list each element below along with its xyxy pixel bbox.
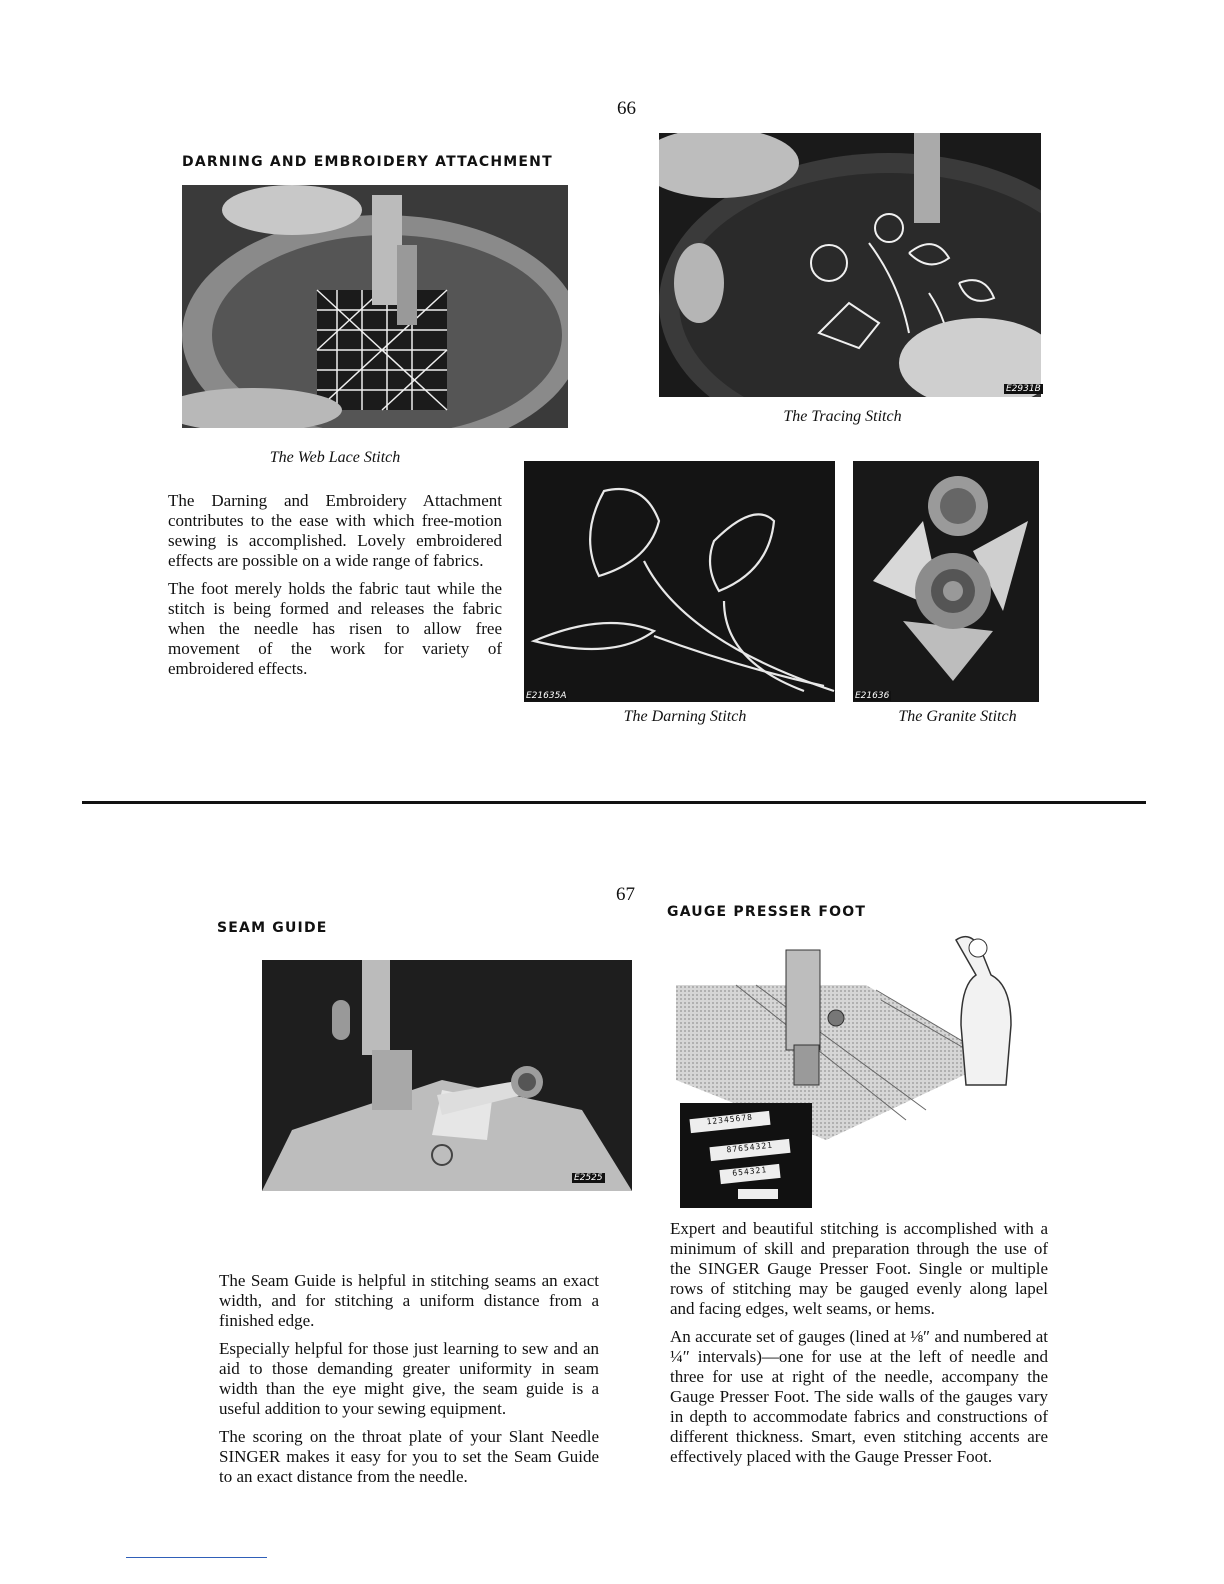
seam-guide-paragraph-3: The scoring on the throat plate of your Slant Needle SINGER makes it easy for you to set the Seam Guide to an exact distance from the needle. xyxy=(219,1427,599,1486)
web-lace-stitch-photo xyxy=(182,185,568,428)
gauge-presser-foot-text xyxy=(670,1219,1048,1475)
gauge-right-1: 87654321 xyxy=(709,1139,790,1161)
gauge-presser-foot-illustration xyxy=(676,930,1051,1210)
seam-guide-heading: SEAM GUIDE xyxy=(217,920,328,936)
darning-attachment-text xyxy=(168,491,502,687)
darning-paragraph-1: The Darning and Embroidery Attachment contributes to the ease with which free-motion sewing is accomplished. Lovely embroidered effects are possible on a wide range of fabrics. xyxy=(168,491,502,570)
darning-stitch-caption: The Darning Stitch xyxy=(623,708,747,725)
gauge-paragraph-1: Expert and beautiful stitching is accomplished with a minimum of skill and preparation through the use of the SINGER Gauge Presser Foot. Single or multiple rows of stitching may be gauged evenly along lapel and facing edges, welt seams, or hems. xyxy=(670,1219,1048,1318)
page-number-66: 66 xyxy=(617,98,636,119)
darning-stitch-photo xyxy=(524,461,835,702)
gauge-set-inset xyxy=(680,1103,812,1208)
gauge-presser-foot-heading: GAUGE PRESSER FOOT xyxy=(667,904,867,920)
seam-guide-code: E2525 xyxy=(574,1173,603,1183)
granite-stitch-photo xyxy=(853,461,1039,702)
seam-guide-paragraph-2: Especially helpful for those just learning to sew and an aid to those demanding greater uniformity in seam width than the eye might give, the seam guide is a useful addition to your sewing equipment. xyxy=(219,1339,599,1418)
tracing-stitch-photo xyxy=(659,133,1041,397)
seam-guide-paragraph-1: The Seam Guide is helpful in stitching seams an exact width, and for stitching a uniform distance from a finished edge. xyxy=(219,1271,599,1330)
footnote-rule xyxy=(126,1557,267,1558)
page-number-67: 67 xyxy=(616,884,635,905)
gauge-paragraph-2: An accurate set of gauges (lined at ⅛″ and numbered at ¼″ intervals)—one for use at the left of needle and three for use at right of the needle, accompany the Gauge Presser Foot. The side walls of the gauges vary in depth to accommodate fabrics and constructions of different thickness. Smart, even stitching accents are effectively placed with the Gauge Presser Foot. xyxy=(670,1327,1048,1466)
web-lace-stitch-caption: The Web Lace Stitch xyxy=(269,449,401,466)
gauge-right-2: 654321 xyxy=(719,1164,780,1184)
granite-stitch-caption: The Granite Stitch xyxy=(898,708,1017,725)
darning-attachment-heading: DARNING AND EMBROIDERY ATTACHMENT xyxy=(182,154,553,170)
tracing-stitch-caption: The Tracing Stitch xyxy=(783,408,902,425)
seam-guide-photo xyxy=(262,960,632,1191)
page-divider xyxy=(82,801,1146,804)
granite-stitch-code: E21636 xyxy=(855,691,890,701)
gauge-right-3 xyxy=(738,1189,778,1199)
darning-stitch-code: E21635A xyxy=(526,691,567,701)
darning-paragraph-2: The foot merely holds the fabric taut while the stitch is being formed and releases the fabric when the needle has risen to allow free movement of the work for variety of embroidered effects. xyxy=(168,579,502,678)
tracing-stitch-code: E2931B xyxy=(1006,384,1041,394)
seam-guide-text xyxy=(219,1271,599,1495)
gauge-left: 12345678 xyxy=(689,1111,770,1133)
